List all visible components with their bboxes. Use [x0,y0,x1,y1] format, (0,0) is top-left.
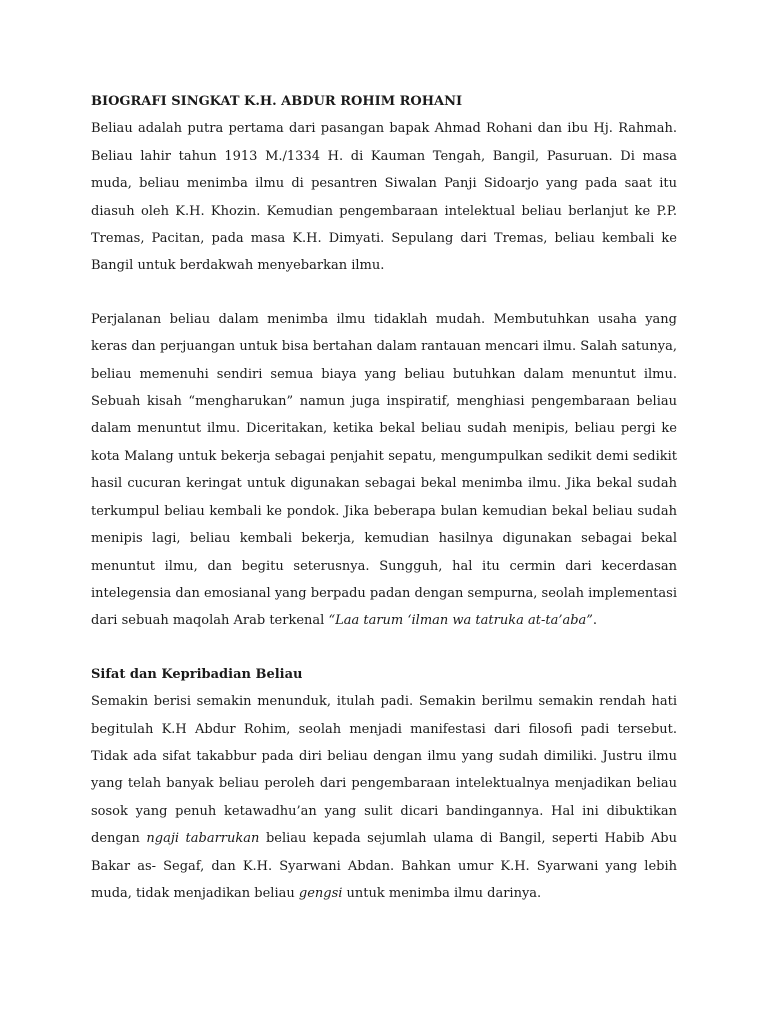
document-title: BIOGRAFI SINGKAT K.H. ABDUR ROHIM ROHANI [91,94,463,109]
paragraph-3-text-a: Semakin berisi semakin menunduk, itulah padi. Semakin berilmu semakin rendah hati begitulah K.H Abdur Rohim, seolah menjadi manifestasi dari filosofi padi tersebut. Tidak ada sifat takabbur pada diri beliau dengan ilmu yang sudah dimiliki. Justru ilmu yang telah banyak beliau peroleh dari pengembaraan intelektualnya menjadikan beliau sosok yang penuh ketawadhu’an yang sulit dicari bandingannya. Hal ini dibuktikan dengan [91,694,677,847]
paragraph-3 [91,688,677,907]
section-title: Sifat dan Kepribadian Beliau [91,666,303,682]
paragraph-gap [91,280,677,306]
paragraph-2-text: Perjalanan beliau dalam menimba ilmu tidaklah mudah. Membutuhkan usaha yang keras dan perjuangan untuk bisa bertahan dalam rantauan mencari ilmu. Salah satunya, beliau memenuhi sendiri semua biaya yang beliau butuhkan dalam menuntut ilmu. Sebuah kisah “mengharukan” namun juga inspiratif, menghiasi pengembaraan beliau dalam menuntut ilmu. Diceritakan, ketika bekal beliau sudah menipis, beliau pergi ke kota Malang untuk bekerja sebagai penjahit sepatu, mengumpulkan sedikit demi sedikit hasil cucuran keringat untuk digunakan sebagai bekal menimba ilmu. Jika bekal sudah terkumpul beliau kembali ke pondok. Jika beberapa bulan kemudian bekal beliau sudah menipis lagi, beliau kembali bekerja, kemudian hasilnya digunakan sebagai bekal menuntut ilmu, dan begitu seterusnya. Sungguh, hal itu cermin dari kecerdasan intelegensia dan emosianal yang berpadu padan dengan sempurna, seolah implementasi dari sebuah maqolah Arab terkenal [91,311,677,629]
paragraph-1: Beliau adalah putra pertama dari pasangan bapak Ahmad Rohani dan ibu Hj. Rahmah. Beliau lahir tahun 1913 M./1334 H. di Kauman Tengah, Bangil, Pasuruan. Di masa muda, beliau menimba ilmu di pesantren Siwalan Panji Sidoarjo yang pada saat itu diasuh oleh K.H. Khozin. Kemudian pengembaraan intelektual beliau berlanjut ke P.P. Tremas, Pacitan, pada masa K.H. Dimyati. Sepulang dari Tremas, beliau kembali ke Bangil untuk berdakwah menyebarkan ilmu. [91,121,677,274]
paragraph-2 [91,306,677,635]
arabic-maqolah-quote: “Laa tarum ‘ilman wa tatruka at-ta’aba” [328,613,593,629]
document-page [91,88,677,907]
paragraph-gap [91,635,677,661]
italic-term-gengsi: gengsi [298,885,343,901]
paragraph-3-text-b: beliau kepada sejumlah ulama di Bangil, seperti Habib Abu Bakar as- Segaf, dan K.H. Syarwani Abdan. Bahkan umur K.H. Syarwani yang lebih muda, tidak menjadikan beliau [91,831,678,901]
italic-term-ngaji-tabarrukan: ngaji tabarrukan [146,831,260,847]
paragraph-3-text-c: untuk menimba ilmu darinya. [342,885,542,901]
paragraph-2-end: . [592,613,598,629]
